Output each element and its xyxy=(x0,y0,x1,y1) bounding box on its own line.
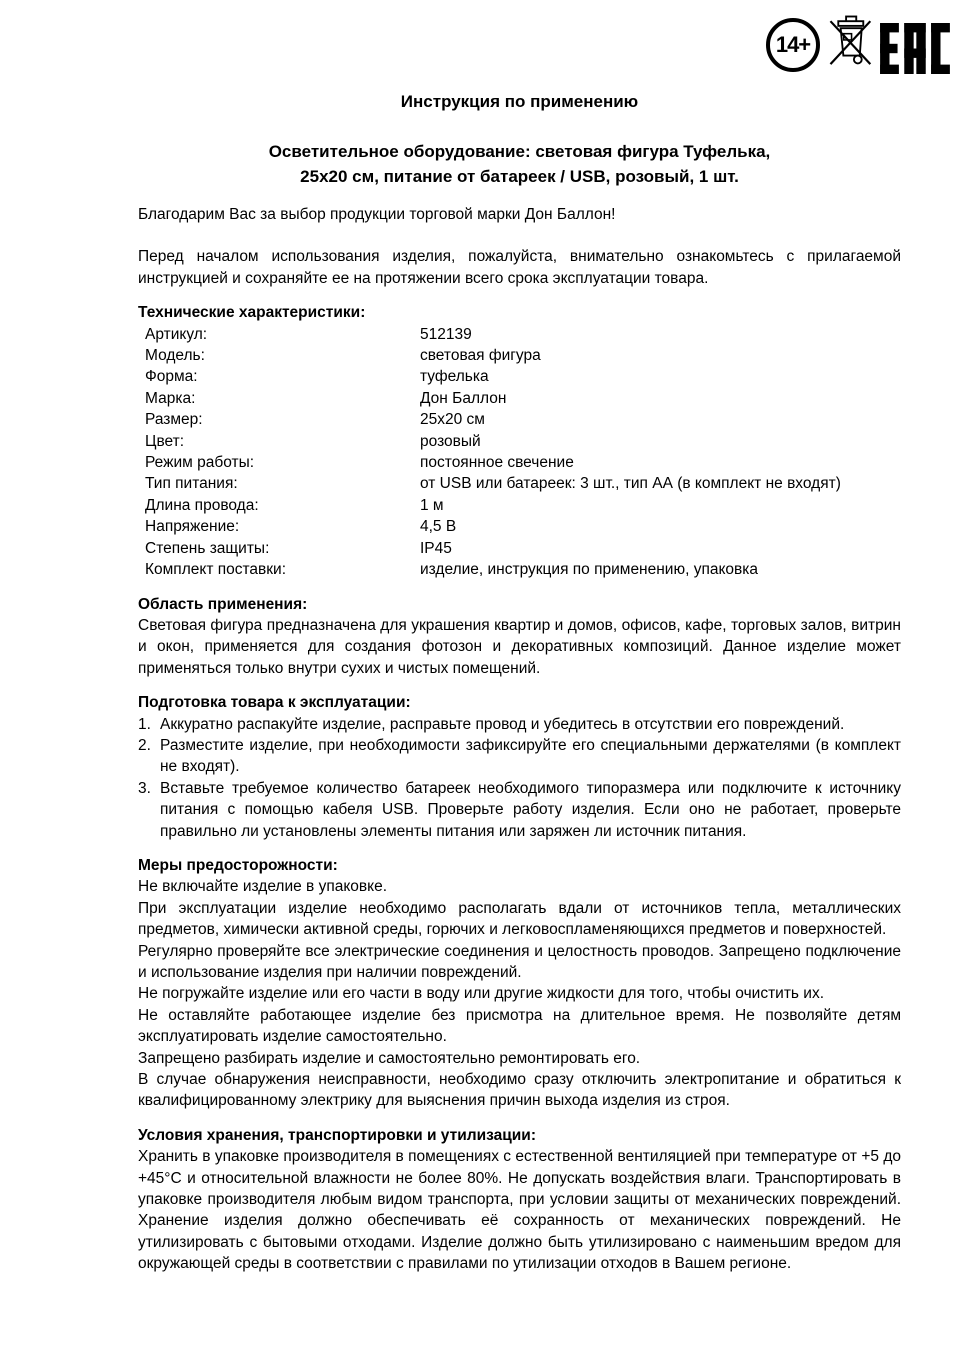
spec-value: розовый xyxy=(420,432,481,450)
spec-label: Комплект поставки: xyxy=(145,561,287,579)
list-number: 2. xyxy=(138,736,151,754)
spec-row xyxy=(138,495,901,516)
spec-row xyxy=(138,473,901,494)
spec-row xyxy=(138,538,901,559)
spec-row xyxy=(138,366,901,387)
spec-row xyxy=(138,345,901,366)
spec-value: 25х20 см xyxy=(420,411,485,429)
application-heading: Область применения: xyxy=(138,595,308,613)
list-item-text: Разместите изделие, при необходимости зафиксируйте его специальными держателями (в комплект не входят). xyxy=(160,736,901,776)
spec-row xyxy=(138,516,901,537)
precautions-heading: Меры предосторожности: xyxy=(138,856,338,874)
spec-label: Цвет: xyxy=(145,432,185,450)
storage-heading: Условия хранения, транспортировки и утилизации: xyxy=(138,1126,536,1144)
list-item-text: Вставьте требуемое количество батареек необходимого типоразмера или подключите к источнику питания с помощью кабеля USB. Проверьте работу изделия. Если оно не работает, проверьте правильно ли установлены элементы питания или заряжен ли источник питания. xyxy=(160,779,901,840)
section-application xyxy=(138,594,901,680)
specs-heading: Технические характеристики: xyxy=(138,304,366,322)
list-number: 1. xyxy=(138,715,151,733)
spec-label: Модель: xyxy=(145,347,205,365)
precaution-text: Не погружайте изделие или его части в воду или другие жидкости для того, чтобы очистить их. xyxy=(138,985,825,1003)
spec-value: 1 м xyxy=(420,496,444,514)
precaution-text: Запрещено разбирать изделие и самостоятельно ремонтировать его. xyxy=(138,1049,641,1067)
precaution-text: При эксплуатации изделие необходимо располагать вдали от источников тепла, металлических предметов, химически активной среды, горючих и легковоспламеняющихся предметов и поверхностей. xyxy=(138,899,901,939)
spec-value: от USB или батареек: 3 шт., тип АА (в комплект не входят) xyxy=(420,475,841,493)
spec-value: 512139 xyxy=(420,325,472,343)
usage-notice-text: Перед началом использования изделия, пожалуйста, внимательно ознакомьтесь с прилагаемой инструкцией и сохраняйте ее на протяжении всего срока эксплуатации товара. xyxy=(138,248,901,287)
spec-row xyxy=(138,324,901,345)
spec-label: Длина провода: xyxy=(145,496,259,514)
spec-label: Режим работы: xyxy=(145,454,255,472)
spec-value: Дон Баллон xyxy=(420,389,507,407)
spec-label: Марка: xyxy=(145,389,196,407)
spec-row xyxy=(138,409,901,430)
spec-row xyxy=(138,452,901,473)
spec-label: Размер: xyxy=(145,411,203,429)
spec-label: Напряжение: xyxy=(145,518,240,536)
precaution-text: Не включайте изделие в упаковке. xyxy=(138,878,388,896)
spec-row xyxy=(138,388,901,409)
section-storage xyxy=(138,1125,901,1275)
list-item xyxy=(138,714,901,735)
application-text: Световая фигура предназначена для украшения квартир и домов, офисов, кафе, торговых залов, витрин и окон, применяется для создания фотозон и декоративных композиций. Данное изделие может применяться только внутри сухих и чистых помещений. xyxy=(138,616,901,677)
section-precautions xyxy=(138,855,901,1112)
list-item-text: Аккуратно распакуйте изделие, расправьте провод и убедитесь в отсутствии его повреждений. xyxy=(160,715,845,733)
spec-label: Степень защиты: xyxy=(145,539,270,557)
spec-label: Артикул: xyxy=(145,325,208,343)
precaution-text: Регулярно проверяйте все электрические соединения и целостность проводов. Запрещено подключение и использование изделия при наличии повреждений. xyxy=(138,942,901,981)
product-title xyxy=(138,139,901,189)
spec-value: световая фигура xyxy=(420,347,541,365)
spec-row xyxy=(138,559,901,580)
product-title-line2: 25х20 см, питание от батареек / USB, розовый, 1 шт. xyxy=(300,167,739,186)
spec-row xyxy=(138,431,901,452)
preparation-heading: Подготовка товара к эксплуатации: xyxy=(138,694,411,712)
spec-label: Форма: xyxy=(145,368,198,386)
section-preparation xyxy=(138,692,901,842)
document-title: Инструкция по применению xyxy=(400,92,639,111)
thanks-text: Благодарим Вас за выбор продукции торговой марки Дон Баллон! xyxy=(138,206,616,223)
age-restriction-label: 14+ xyxy=(775,32,811,57)
list-number: 3. xyxy=(138,779,151,797)
spec-value: постоянное свечение xyxy=(420,454,574,472)
spec-label: Тип питания: xyxy=(145,475,238,493)
list-item xyxy=(138,735,901,778)
precaution-text: В случае обнаружения неисправности, необходимо сразу отключить электропитание и обратиться к квалифицированному электрику для выяснения причин выхода изделия из строя. xyxy=(138,1071,901,1110)
section-specs xyxy=(138,302,901,580)
list-item xyxy=(138,778,901,842)
spec-value: туфелька xyxy=(420,368,489,386)
document-content xyxy=(138,0,901,1275)
spec-value: изделие, инструкция по применению, упаковка xyxy=(420,561,759,579)
spec-value: 4,5 В xyxy=(420,518,457,536)
product-title-line1: Осветительное оборудование: световая фигура Туфелька, xyxy=(268,142,771,161)
storage-text: Хранить в упаковке производителя в помещениях с естественной вентиляцией при температуре от +5 до +45°С и относительной влажности не более 80%. Не допускать воздействия влаги. Транспортировать в упаковке производителя любым видом транспорта, при условии защиты от механических повреждений. Хранение изделия должно обеспечивать её сохранность от механических повреждений. Не утилизировать с бытовыми отходами. Изделие должно быть утилизировано с наименьшим вредом для окружающей среды в соответствии с правилами по утилизации отходов в Вашем регионе. xyxy=(138,1148,901,1273)
spec-value: IP45 xyxy=(420,539,452,557)
precaution-text: Не оставляйте работающее изделие без присмотра на длительное время. Не позволяйте детям эксплуатировать изделие самостоятельно. xyxy=(138,1006,901,1046)
